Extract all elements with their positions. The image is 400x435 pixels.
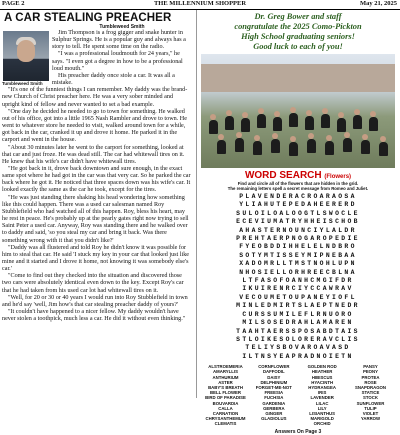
graduate-figure <box>321 114 330 128</box>
graduate-figure <box>257 114 266 128</box>
article-paragraph: "It couldn't have happened to a nicer fellow. My daddy wouldn't have never stolen a toothpick, much less a car. He did it without even thinking." <box>2 309 186 323</box>
author-photo <box>3 31 49 81</box>
grid-row: FYEOBDDIHHELELNDBRO <box>239 243 357 251</box>
word-list-item: CHRYSANTHEMUM <box>205 416 246 422</box>
graduate-figure <box>307 139 316 153</box>
word-list-item: DAISY <box>267 374 281 380</box>
graduate-figure <box>271 139 280 153</box>
banner-line: congratulate the 2025 Como-Pickton <box>234 22 362 31</box>
graduate-head <box>254 135 260 141</box>
graduate-figure <box>253 141 262 155</box>
graduation-banner <box>197 10 399 52</box>
word-list-item: GOLDEN ROD <box>307 364 337 370</box>
article-paragraph: His preacher daddy once stole a car. It was all a mistake. <box>52 72 175 87</box>
grid-row: SULOILOALOOGTLSWOCLE <box>236 209 360 217</box>
graduate-head <box>344 132 350 138</box>
graduate-figure <box>289 142 298 156</box>
issue-date: May 21, 2025 <box>359 0 397 7</box>
graduate-head <box>354 109 360 115</box>
grid-row: MINLEDMIRTSLAEPTNEDR <box>236 302 360 310</box>
graduate-figure <box>353 115 362 129</box>
graduate-head <box>226 110 232 116</box>
word-list-item: BELL FLOWER <box>210 390 241 396</box>
word-list-item: ANTHURIUM <box>212 374 239 380</box>
word-list-item: GARDENIA <box>262 400 286 406</box>
grid-row: PLAVENDERACROARAOSA <box>239 193 357 200</box>
banner-line: Good luck to each of you! <box>253 42 343 51</box>
word-list-column <box>251 364 296 426</box>
word-list-item: MARIGOLD <box>310 416 334 422</box>
newspaper-name: THE MILLENNIUM SHOPPER <box>153 0 247 7</box>
graduate-figure <box>361 140 370 154</box>
graduate-figure <box>337 118 346 132</box>
word-list-item: ASTER <box>218 379 233 385</box>
graduate-head <box>210 114 216 120</box>
article-paragraph: "He was just standing there shaking his head wondering how something like this could happen. There was a used car salesman named Roy Stubblefield who had watched all of this happen. Roy, bless his heart, may he rest in peace. He's probably up at the pearly gates right now trying to sell Saint Peter a used car. Anyway, Roy was standing there and he walked over to daddy and said, 'so you steal my car and bring it back. Was there something wrong with it that you didn't like?' <box>2 194 189 244</box>
graduate-head <box>338 112 344 118</box>
word-list-item: CARNATION <box>212 410 239 416</box>
article-paragraph: "About 30 minutes later he went to the carport for something, looked at that car and just froze. He was dead still. The car had whitewall tires on it. He knew that his wife's car didn't have whitewall tires. <box>2 144 185 165</box>
word-list-item: GINGER <box>265 410 283 416</box>
word-list-item: FREESIA <box>264 390 284 396</box>
word-list-item: STOCK <box>363 395 378 401</box>
graduate-figure <box>273 117 282 131</box>
page-header <box>0 0 400 10</box>
graduate-head <box>290 136 296 142</box>
graduate-figure <box>289 113 298 127</box>
graduate-figure <box>343 138 352 152</box>
word-list-item: HIBISCUS <box>311 374 333 380</box>
word-list-item: BIRD OF PARADISE <box>205 395 246 401</box>
word-list-item: PEONY <box>362 369 378 375</box>
word-search-subtitle: (Flowers) <box>324 174 352 180</box>
banner-line: High School graduating seniors! <box>241 32 355 41</box>
word-list-item: DELPHINIUM <box>260 379 288 385</box>
word-list-item: LILY <box>317 405 327 411</box>
word-list-item: SUNFLOWER <box>356 400 385 406</box>
banner-line: Dr. Greg Bower and staff <box>254 12 342 21</box>
article-body <box>2 30 192 323</box>
word-list-item: IRIS <box>317 390 327 396</box>
school-building <box>201 64 395 92</box>
graduate-figure <box>379 142 388 156</box>
word-list-item: DAFFODIL <box>262 369 285 375</box>
author-face <box>17 40 35 62</box>
instruction-line: The remaining letters spell a secret message from Romeo and Juliet. <box>227 186 369 191</box>
graduate-head <box>236 132 242 138</box>
word-list-item: LAVENDER <box>310 395 334 401</box>
graduate-head <box>370 111 376 117</box>
word-list <box>203 364 393 426</box>
graduate-figure <box>325 141 334 155</box>
grid-row: STLOIKESOLORERAVCLIS <box>236 335 360 343</box>
word-list-item: SNAPDRAGON <box>354 384 386 390</box>
graduate-figure <box>217 140 226 154</box>
word-list-item: VIOLET <box>362 410 379 416</box>
article-paragraph: "It's one of the funniest things I can remember. My daddy was the brand-new Church of Christ preacher here. He was a very sober minded and upright kind of fellow and never wanted to set a bad example. <box>2 87 188 108</box>
grid-row: IKUIRENRCIYCCAWRAV <box>242 285 354 293</box>
grid-row: ILTNSYEAPRADNOIETN <box>242 352 354 360</box>
photo-caption: Tumbleweed Smith <box>2 81 43 87</box>
word-list-column <box>348 364 393 426</box>
graduate-figure <box>241 118 250 132</box>
word-list-item: BABY'S BREATH <box>208 384 243 390</box>
graduate-figure <box>209 120 218 134</box>
grid-row: YLIAHUTEPEDAHEERERD <box>239 201 357 209</box>
grid-row: CURSSUMILEFLRNUORO <box>242 310 354 318</box>
grid-row: XADOMRLLTMSTNOHLUPN <box>239 260 357 268</box>
word-list-column <box>300 364 345 426</box>
word-list-item: ALSTROEMERIA <box>208 364 243 370</box>
graduate-head <box>258 108 264 114</box>
article-column <box>2 10 192 398</box>
article-paragraph: "One day he decided he needed to go to town for something. He walked out of his office, got into a little 1965 Nash Rambler and drove to town. He went to whatever store he needed to visit, walked around town for a while, got back in the car, cranked it up and drove it home. He parked it in the carport and went in the house. <box>2 108 187 144</box>
graduates-photo <box>201 54 395 168</box>
graduate-head <box>326 135 332 141</box>
grid-row: AHASTERNOUNCIYLALDR <box>239 226 357 234</box>
graduate-head <box>274 111 280 117</box>
grid-row: LTFASOFOANHCMGIFDR <box>242 277 354 285</box>
graduate-head <box>380 136 386 142</box>
grid-row: TELIYSBOVAROAVASD <box>245 344 351 352</box>
word-list-item: HEATHER <box>311 369 333 375</box>
article-paragraph: Jim Thompson is a frog gigger and snake hunter in Sulphur Springs. He is a popular guy and always has a story to tell. He spent some time on the radio. <box>52 30 186 51</box>
grid-row: TAAHTAERSSPOSABDTAIS <box>236 327 360 335</box>
graduate-head <box>322 108 328 114</box>
word-list-item: CALLA <box>218 405 233 411</box>
word-list-item: LILAC <box>315 400 329 406</box>
grid-row: SOTYMTISSEYMIPNEBAA <box>239 251 357 259</box>
word-list-item: AMARYLLIS <box>213 369 238 375</box>
grid-row: NHOSIELLORHREECBLNA <box>239 268 357 276</box>
word-list-item: GLADIOLUS <box>261 416 287 422</box>
word-search-instructions <box>197 181 399 191</box>
graduate-figure <box>305 116 314 130</box>
word-list-item: CLEMATIS <box>214 421 237 427</box>
graduate-head <box>308 133 314 139</box>
word-list-item: LISIANTHUS <box>309 410 336 416</box>
right-column <box>196 10 399 435</box>
grid-row: MILSOSEDRAHLAMAREN <box>242 319 354 327</box>
instruction-line: Find and circle all of the flowers that are hidden in the grid. <box>237 181 359 186</box>
word-search-heading <box>197 170 399 181</box>
article-byline: Tumbleweed Smith <box>99 24 145 30</box>
word-list-item: CORNFLOWER <box>258 364 290 370</box>
word-list-item: STATICE <box>361 390 380 396</box>
grid-row: PREHTAERPNOGAROPEDIE <box>236 235 360 243</box>
article-paragraph: "Come to find out they checked into the situation and discovered those two cars were absolutely identical even down to the key. Except Roy's car that he had taken from his used car lot had whitewall tires on it. <box>2 273 184 294</box>
graduate-head <box>272 133 278 139</box>
graduate-head <box>290 107 296 113</box>
graduate-head <box>306 110 312 116</box>
article-paragraph: "Daddy was all flustered and told Roy he didn't know it was possible for him to steal that car. He said 'I stuck my key in your car that looked just like mine and it started and I drove it home, not knowing it was somebody else's car.' <box>2 244 189 273</box>
word-list-item: BOUVARDIA <box>212 400 239 406</box>
grid-row: ECEVIUMATRYHHEISCHOB <box>236 218 360 226</box>
article-paragraph: "Well, for 20 or 30 or 40 years I would run into Roy Stubblefield in town and he'd say 'well, Jim how's that car stealing preacher daddy of yours?' <box>2 294 188 308</box>
word-list-item: ROSE <box>364 379 377 385</box>
article-title: A CAR STEALING PREACHER <box>4 12 172 24</box>
answers-note: Answers On Page 3 <box>274 428 322 435</box>
graduate-figure <box>369 117 378 131</box>
word-list-item: ORCHID <box>313 421 331 427</box>
article-paragraph: "I was a professional loudmouth for 24 years," he says. "I even got a degree in how to be a professional loud mouth." <box>52 51 183 72</box>
graduate-head <box>362 134 368 140</box>
word-list-item: HYDRANGEA <box>308 384 336 390</box>
word-list-item: FORGET-ME-NOT <box>255 384 292 390</box>
word-search-title: WORD SEARCH <box>244 170 322 181</box>
graduate-head <box>242 112 248 118</box>
word-list-item: PANSY <box>363 364 378 370</box>
graduate-head <box>218 134 224 140</box>
word-list-column <box>203 364 248 426</box>
word-list-item: TULIP <box>364 405 377 411</box>
graduate-figure <box>235 138 244 152</box>
word-list-item: GERBERA <box>263 405 285 411</box>
graduate-figure <box>225 116 234 130</box>
word-list-item: PROTEA <box>361 374 380 380</box>
word-list-item: HYACINTH <box>311 379 334 385</box>
word-search-grid <box>203 193 393 361</box>
word-list-item: FUCHSIA <box>264 395 284 401</box>
word-list-item: YARROW <box>360 416 381 422</box>
grid-row: VECOUMETOUPANEYIOFL <box>239 293 357 301</box>
page-number: PAGE 2 <box>2 0 25 7</box>
article-paragraph: "He got back in it, drove back downtown and sure enough, in the exact same spot where he had got in the car was that very car. So he parked the car back where he got it. He noticed that three spaces down was his wife's car. It looked exactly the same as the car he took, except for the tires. <box>2 165 191 194</box>
